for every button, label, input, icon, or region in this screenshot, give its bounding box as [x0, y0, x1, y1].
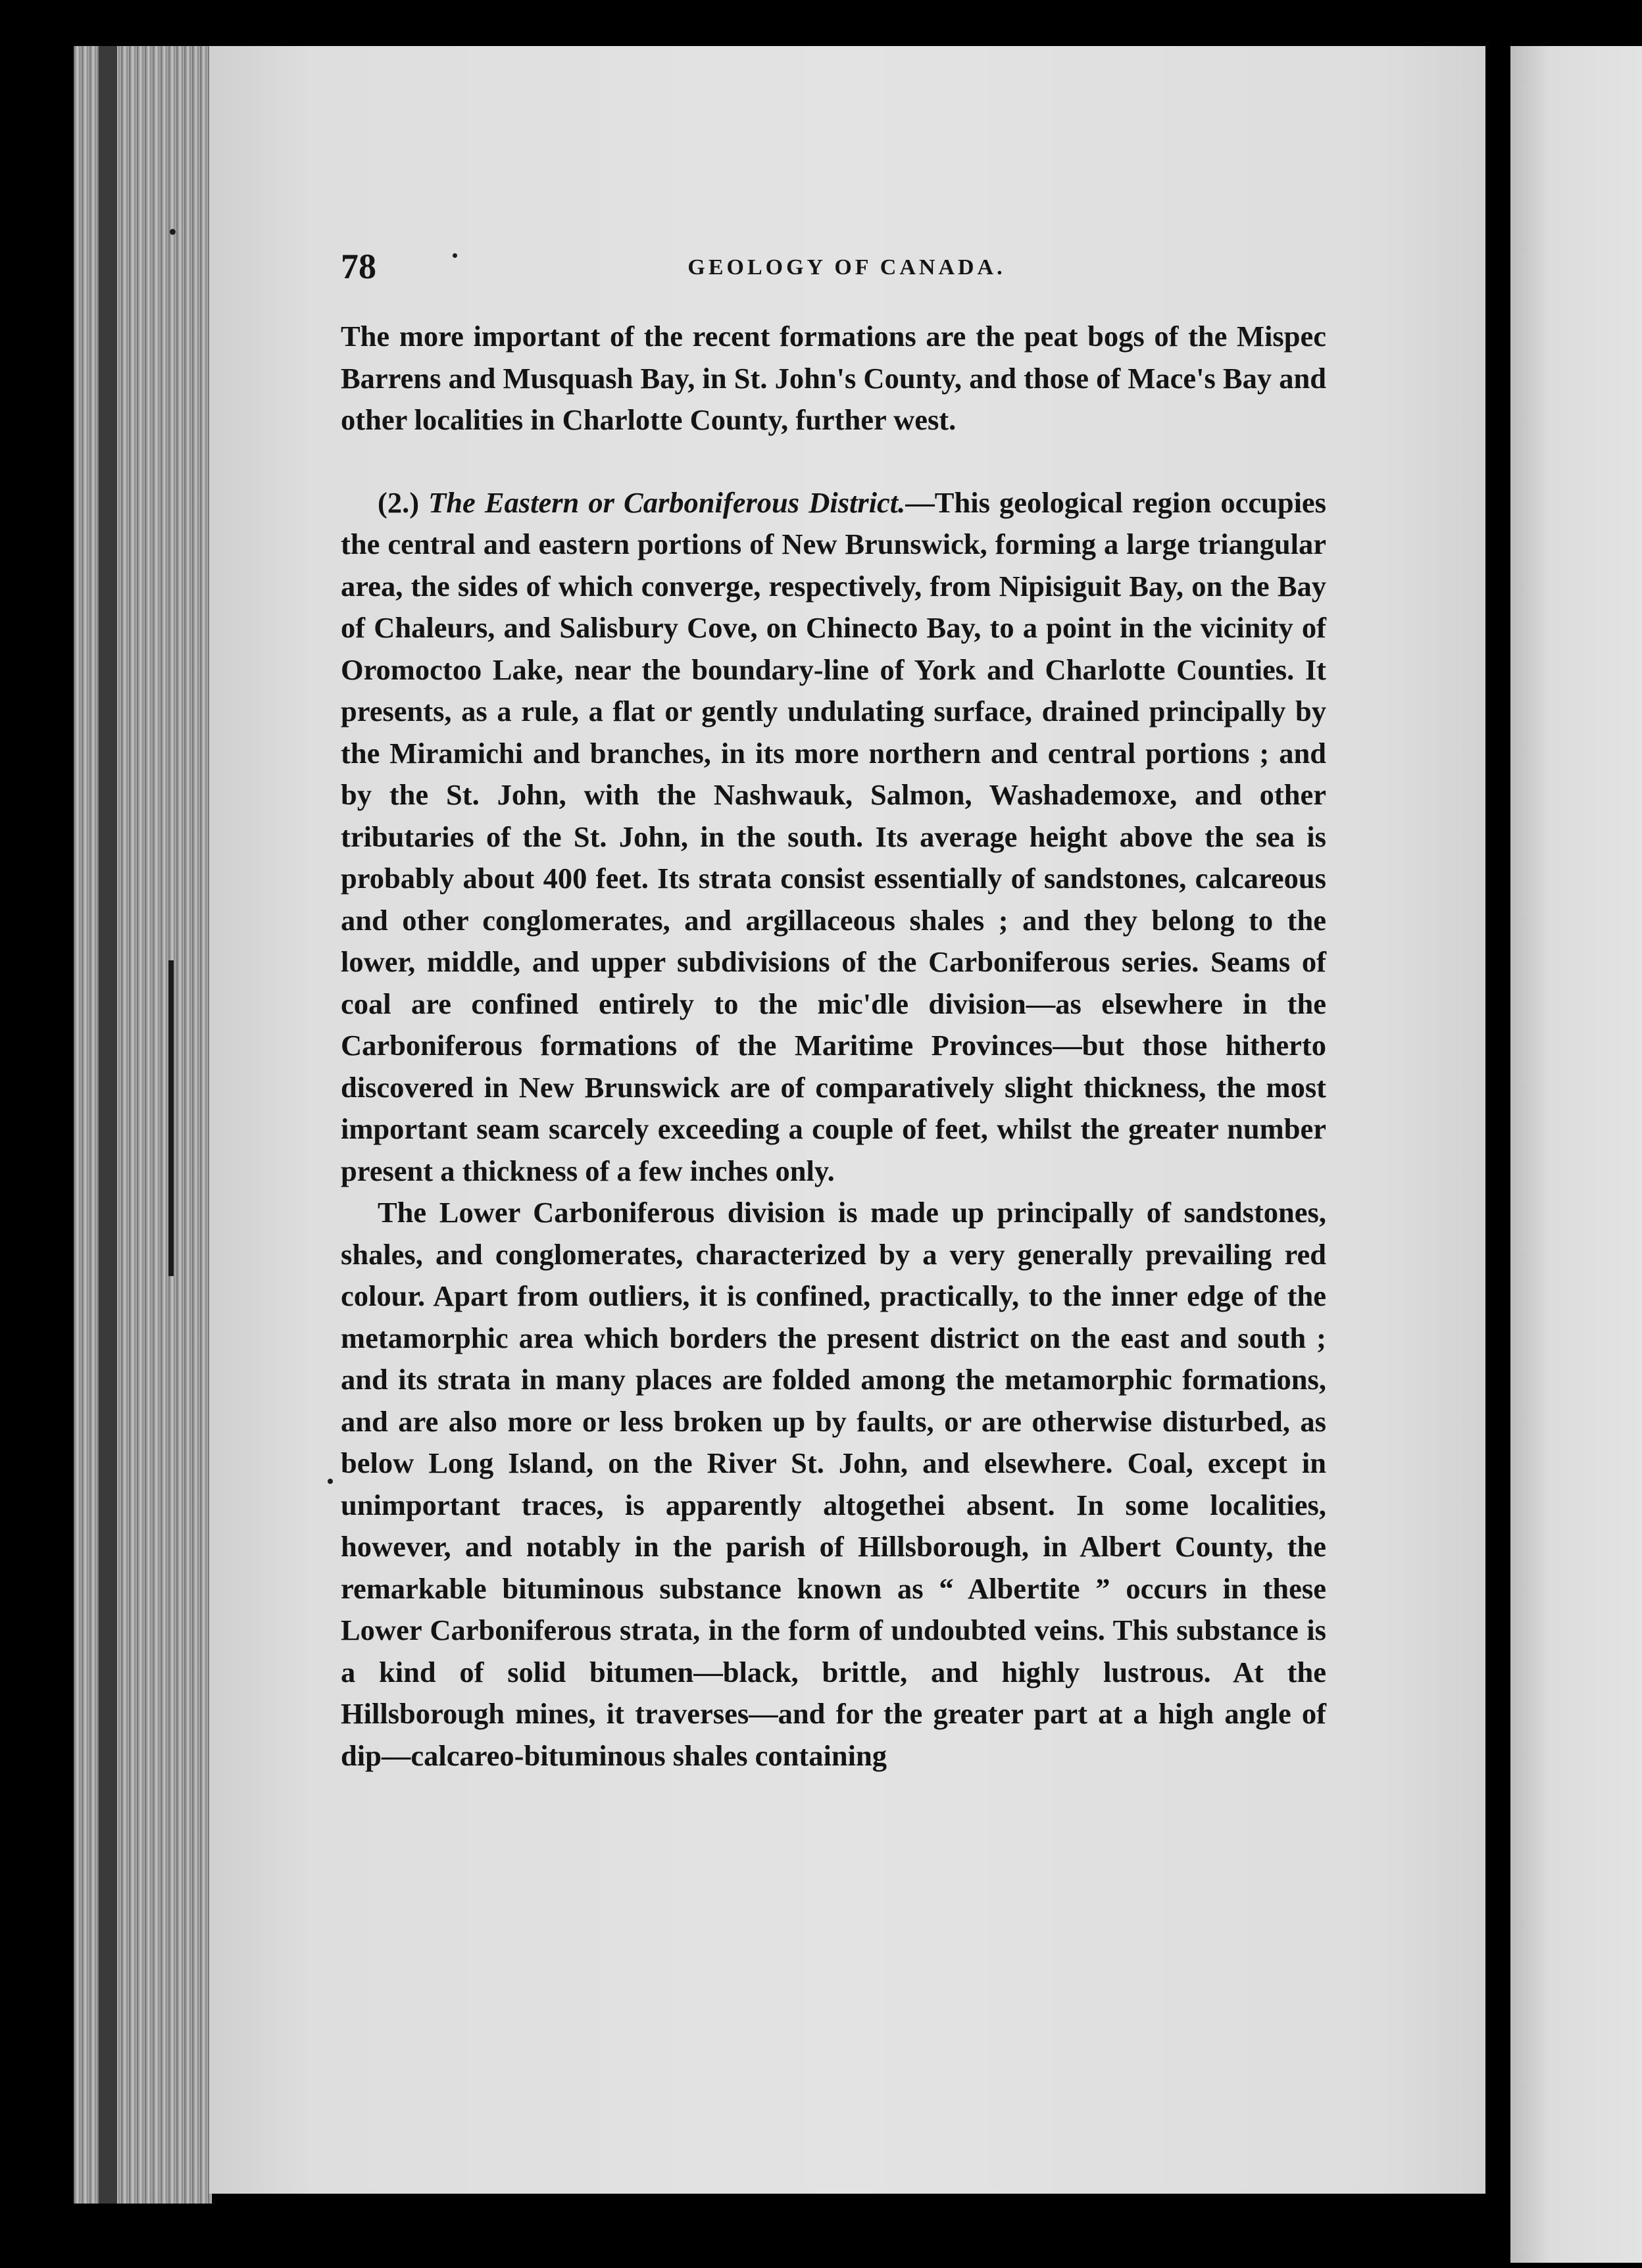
scan-speck [328, 1479, 333, 1484]
paragraph-lower-carboniferous [341, 1192, 1326, 1777]
paragraph-text: The Lower Carboniferous division is made up principally of sandstones, shales, and conglomerates, characterized by a very generally prevailing red colour. Apart from outliers, it is confined, practically, to the inner edge of the metamorphic area which borders the present district on the east and south ; and its strata in many places are folded among the metamorphic formations, and are also more or less broken up by faults, or are otherwise disturbed, as below Long Island, on the River St. John, and elsewhere. Coal, except in unimportant traces, is apparently altogethei absent. In some localities, however, and notably in the parish of Hillsborough, in Albert County, the remarkable bituminous substance known as “ Albertite ” occurs in these Lower Carboniferous strata, in the form of undoubted veins. This substance is a kind of solid bitumen—black, brittle, and highly lustrous. At the Hillsborough mines, it traverses—and for the greater part at a high angle of dip—calcareo-bituminous shales containing [341, 1196, 1326, 1772]
running-head: GEOLOGY OF CANADA. [687, 255, 1006, 280]
paragraph-text: —This geological region occupies the central and eastern portions of New Brunswick, forming a large triangular area, the sides of which converge, respectively, from Nipisiguit Bay, on the Bay of Chaleurs, and Salisbury Cove, on Chinecto Bay, to a point in the vicinity of Oromoctoo Lake, near the boundary-line of York and Charlotte Counties. It presents, as a rule, a flat or gently undulating surface, drained principally by the Miramichi and branches, in its more northern and central portions ; and by the St. John, with the Nashwauk, Salmon, Washademoxe, and other tributaries of the St. John, in the south. Its average height above the sea is probably about 400 feet. Its strata consist essentially of sandstones, calcareous and other conglomerates, and argillaceous shales ; and they belong to the lower, middle, and upper subdivisions of the Carboniferous series. Seams of coal are confined entirely to the mic'dle division—as elsewhere in the Carboniferous formations of the Maritime Provinces—but those hitherto discovered in New Brunswick are of comparatively slight thickness, the most important seam scarcely exceeding a couple of feet, whilst the greater number present a thickness of a few inches only. [341, 485, 1326, 1187]
section-heading: The Eastern or Carboniferous District. [428, 485, 906, 519]
page-header [341, 247, 1326, 286]
page-edge-stack [74, 46, 212, 2204]
section-number: (2.) [378, 485, 429, 519]
page-number: 78 [341, 247, 376, 286]
body-text [341, 316, 1326, 1777]
facing-page-edge [1510, 46, 1642, 2263]
binding-shadow [99, 46, 117, 2204]
paragraph-eastern-district [341, 482, 1326, 1193]
paragraph-text: The more important of the recent formations are the peat bogs of the Mispec Barrens and Musquash Bay, in St. John's County, and those of Mace's Bay and other localities in Charlotte County, further west. [341, 320, 1326, 436]
scan-speck [170, 229, 176, 235]
paragraph-recent-formations [341, 316, 1326, 441]
gutter-mark [168, 960, 174, 1276]
